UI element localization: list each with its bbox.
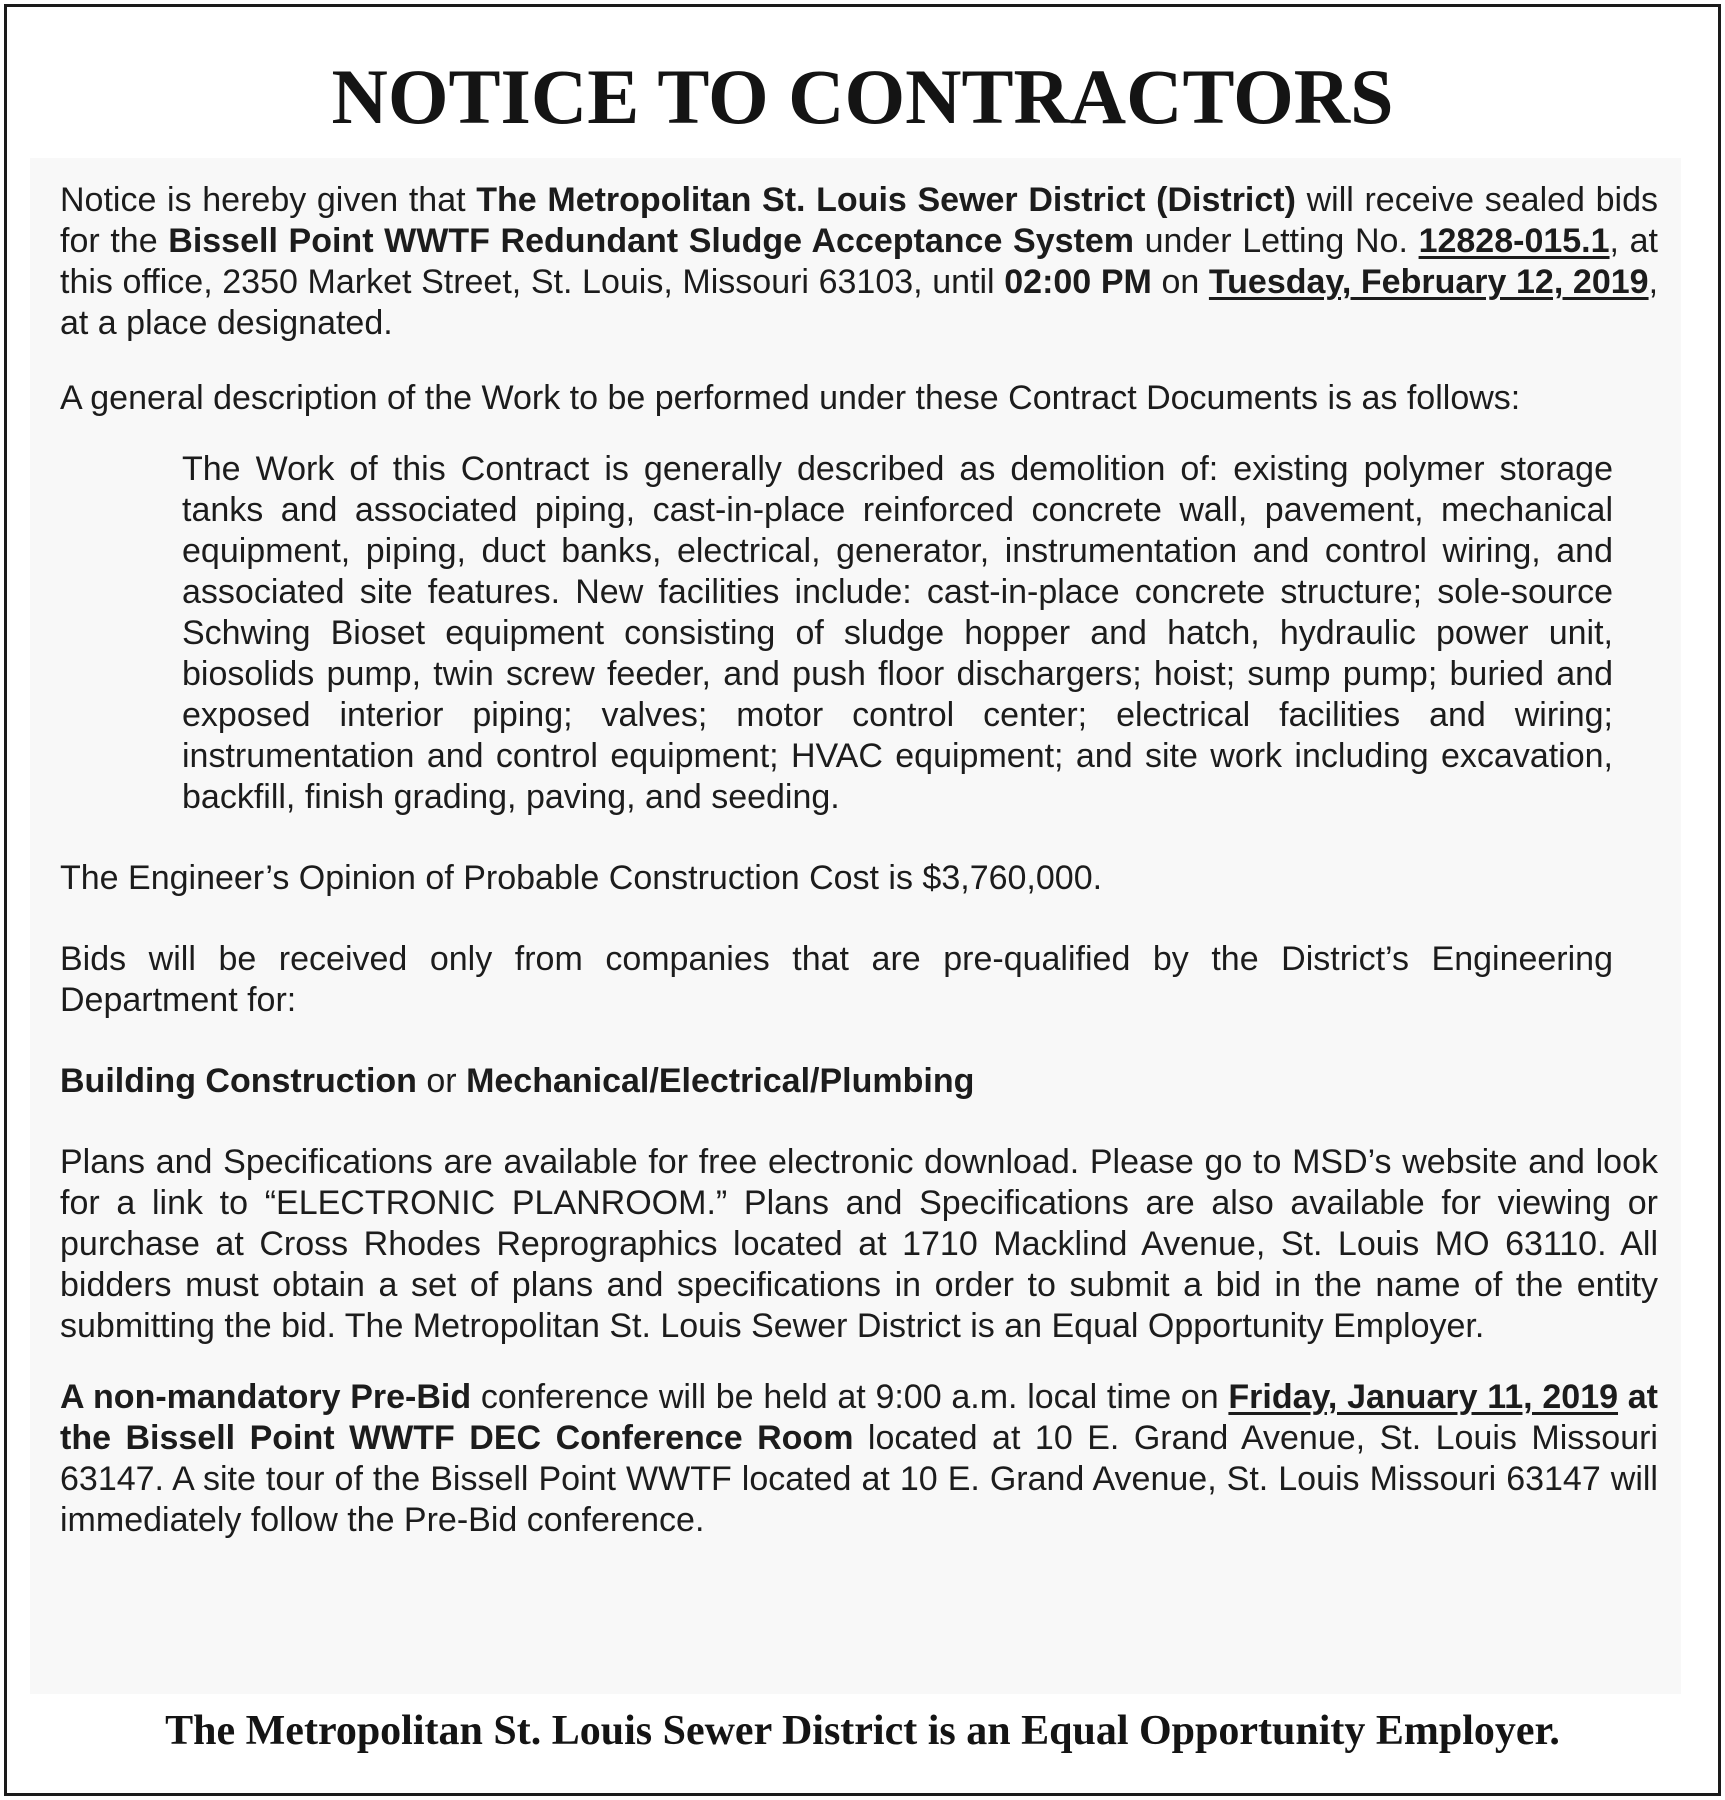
eeo-footer: The Metropolitan St. Louis Sewer District is an Equal Opportunity Employer. <box>165 1708 1560 1754</box>
notice-title: NOTICE TO CONTRACTORS <box>331 53 1394 140</box>
project-name: Bissell Point WWTF Redundant Sludge Acceptance System <box>168 222 1134 260</box>
intro-paragraph <box>60 180 1658 344</box>
prebid-text-1: conference will be held at 9:00 a.m. local time on <box>471 1378 1229 1416</box>
prebid-label: A non-mandatory Pre-Bid <box>60 1378 472 1416</box>
prebid-conference <box>60 1377 1658 1541</box>
general-description-intro: A general description of the Work to be performed under these Contract Documents is as follows: <box>60 379 1521 417</box>
intro-text-5: on <box>1151 263 1209 301</box>
prebid-location: at the Bissell Point WWTF DEC Conference Room <box>60 1378 1658 1457</box>
letting-number: 12828-015.1 <box>1418 222 1610 260</box>
bid-time: 02:00 PM <box>1004 263 1152 301</box>
prequalification-text: Bids will be received only from companies that are pre-qualified by the District’s Engineering Department for: <box>60 940 1613 1019</box>
cost-estimate: The Engineer’s Opinion of Probable Construction Cost is $3,760,000. <box>60 859 1103 897</box>
bid-date: Tuesday, February 12, 2019 <box>1208 263 1649 301</box>
work-description: The Work of this Contract is generally described as demolition of: existing polymer storage tanks and associated piping, cast-in-place reinforced concrete wall, pavement, mechanical equipment, piping, duct banks, electrical, generator, instrumentation and control wiring, and associated site features. New facilities include: cast-in-place concrete structure; sole-source Schwing Bioset equipment consisting of sludge hopper and hatch, hydraulic power unit, biosolids pump, twin screw feeder, and push floor dischargers; hoist; sump pump; buried and exposed interior piping; valves; motor control center; electrical facilities and wiring; instrumentation and control equipment; HVAC equipment; and site work including excavation, backfill, finish grading, paving, and seeding. <box>182 450 1613 816</box>
district-name: The Metropolitan St. Louis Sewer District (District) <box>476 181 1296 219</box>
prebid-date: Friday, January 11, 2019 <box>1228 1378 1619 1416</box>
prequalification-categories <box>60 1061 1658 1102</box>
notice-content <box>60 180 1658 1541</box>
category-or: or <box>416 1062 467 1100</box>
plans-specifications: Plans and Specifications are available for free electronic download. Please go to MSD’s website and look for a link to “ELECTRONIC PLANROOM.” Plans and Specifications are also available for viewing or purchase at Cross Rhodes Reprographics located at 1710 Macklind Avenue, St. Louis MO 63110. All bidders must obtain a set of plans and specifications in order to submit a bid in the name of the entity submitting the bid. The Metropolitan St. Louis Sewer District is an Equal Opportunity Employer. <box>60 1143 1658 1345</box>
intro-text-6: , at a place designated. <box>60 263 1659 342</box>
intro-text-4: , at this office, 2350 Market Street, St. Louis, Missouri 63103, until <box>60 222 1658 301</box>
prebid-text-2: located at 10 E. Grand Avenue, St. Louis Missouri 63147. A site tour of the Bissell Point WWTF located at 10 E. Grand Avenue, St. Louis Missouri 63147 will immediately follow the Pre-Bid conference. <box>60 1419 1658 1539</box>
intro-text-1: Notice is hereby given that <box>60 181 477 219</box>
intro-text-3: under Letting No. <box>1133 222 1419 260</box>
intro-text-2: will receive sealed bids for the <box>60 181 1658 260</box>
category-building: Building Construction <box>60 1062 417 1100</box>
category-mep: Mechanical/Electrical/Plumbing <box>466 1062 975 1100</box>
